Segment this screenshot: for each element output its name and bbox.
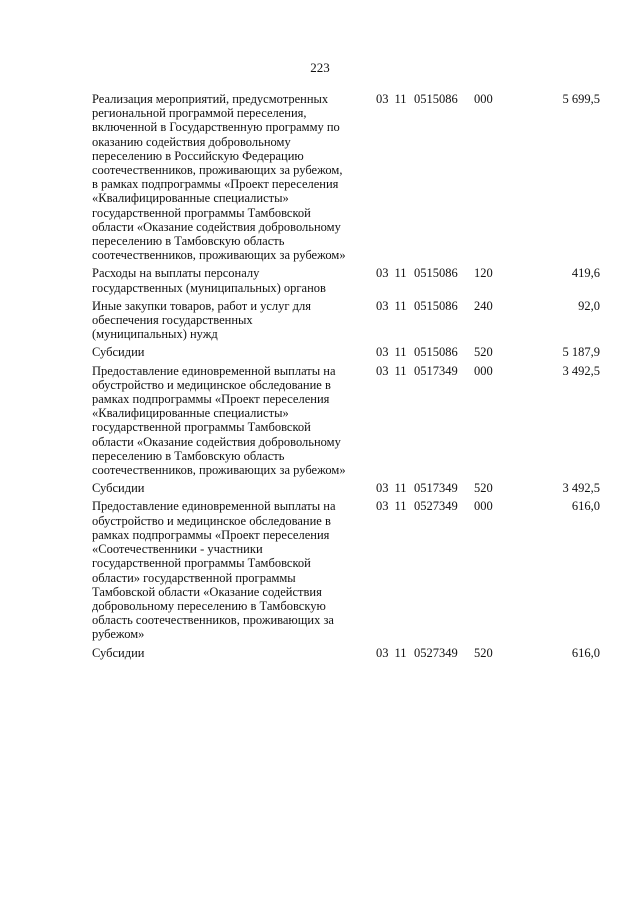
table-row [92, 345, 600, 363]
row-expense-type: 000 [474, 92, 493, 106]
row-name: Субсидии [92, 645, 145, 660]
row-target-code: 0515086 [414, 345, 458, 360]
row-target-code: 0527349 [414, 499, 458, 514]
row-section: 03 [376, 645, 389, 660]
row-name: Иные закупки товаров, работ и услуг для обеспечения государственных (муниципальных) нужд [92, 298, 312, 342]
row-amount: 3 492,5 [562, 363, 600, 378]
row-section: 03 [376, 298, 389, 313]
row-name: Субсидии [92, 345, 145, 360]
row-section-code [354, 266, 412, 298]
row-subsection: 11 [394, 645, 407, 660]
row-section: 03 [376, 92, 389, 106]
table-row [92, 481, 600, 499]
row-subsection: 11 [394, 92, 407, 106]
row-amount: 616,0 [571, 499, 600, 514]
row-target-code: 0515086 [414, 266, 458, 281]
row-section-code [354, 92, 412, 266]
row-subsection: 11 [394, 481, 407, 496]
row-name: Предоставление единовременной выплаты на обустройство и медицинское обследование в рамках подпрограммы «Проект переселения «Соотечественники - участники государственной программы Тамбовской области» государственной программы Тамбовской области «Оказание содействия добровольному переселению в Тамбовскую область соотечественников, проживающих за рубежом» [92, 499, 336, 642]
row-section: 03 [376, 266, 389, 281]
row-expense-type: 240 [474, 298, 493, 313]
row-subsection: 11 [394, 363, 407, 378]
row-amount: 5 187,9 [562, 345, 600, 360]
row-section-code [354, 345, 412, 363]
row-section: 03 [376, 481, 389, 496]
table-row [92, 364, 600, 482]
page-number: 223 [310, 60, 330, 75]
row-expense-type: 520 [474, 481, 493, 496]
row-subsection: 11 [394, 298, 407, 313]
row-subsection: 11 [394, 266, 407, 281]
row-name: Предоставление единовременной выплаты на обустройство и медицинское обследование в рамках подпрограммы «Проект переселения «Квалифицированные специалисты» государственной программы Тамбовской области «Оказание содействия добровольному переселению в Тамбовскую область соотечественников, проживающих за рубежом» [92, 363, 346, 478]
row-subsection: 11 [394, 499, 407, 514]
row-amount: 92,0 [578, 298, 600, 313]
budget-table [92, 92, 600, 664]
row-expense-type: 000 [474, 363, 493, 378]
row-target-code: 0527349 [414, 645, 458, 660]
table-row [92, 92, 600, 266]
table-row [92, 499, 600, 645]
row-amount: 616,0 [571, 645, 600, 660]
budget-table-body [92, 92, 600, 664]
row-expense-type: 120 [474, 266, 493, 281]
row-expense-type: 520 [474, 345, 493, 360]
row-section: 03 [376, 363, 389, 378]
row-amount: 419,6 [571, 266, 600, 281]
table-row [92, 299, 600, 346]
row-expense-type: 000 [474, 499, 493, 514]
row-section-code [354, 364, 412, 482]
row-expense-type: 520 [474, 645, 493, 660]
row-amount: 3 492,5 [562, 481, 600, 496]
table-row [92, 646, 600, 664]
row-target-code: 0517349 [414, 363, 458, 378]
row-section-code [354, 646, 412, 664]
row-subsection: 11 [394, 345, 407, 360]
row-section: 03 [376, 345, 389, 360]
row-name: Расходы на выплаты персоналу государственных (муниципальных) органов [92, 266, 326, 295]
table-row [92, 266, 600, 298]
row-target-code: 0517349 [414, 481, 458, 496]
row-name: Субсидии [92, 481, 145, 496]
row-section-code [354, 299, 412, 346]
row-target-code: 0515086 [414, 298, 458, 313]
row-target-code: 0515086 [414, 92, 458, 106]
row-section-code [354, 481, 412, 499]
row-section: 03 [376, 499, 389, 514]
row-amount: 5 699,5 [562, 92, 600, 106]
row-section-code [354, 499, 412, 645]
row-name: Реализация мероприятий, предусмотренных региональной программой переселения, включенной в Государственную программу по оказанию содействия добровольному переселению в Российскую Федерацию соотечественников, проживающих за рубежом, в рамках подпрограммы «Проект переселения «Квалифицированные специалисты» государственной программы Тамбовской области «Оказание содействия добровольному переселению в Тамбовскую область соотечественников, проживающих за рубежом» [92, 92, 346, 263]
